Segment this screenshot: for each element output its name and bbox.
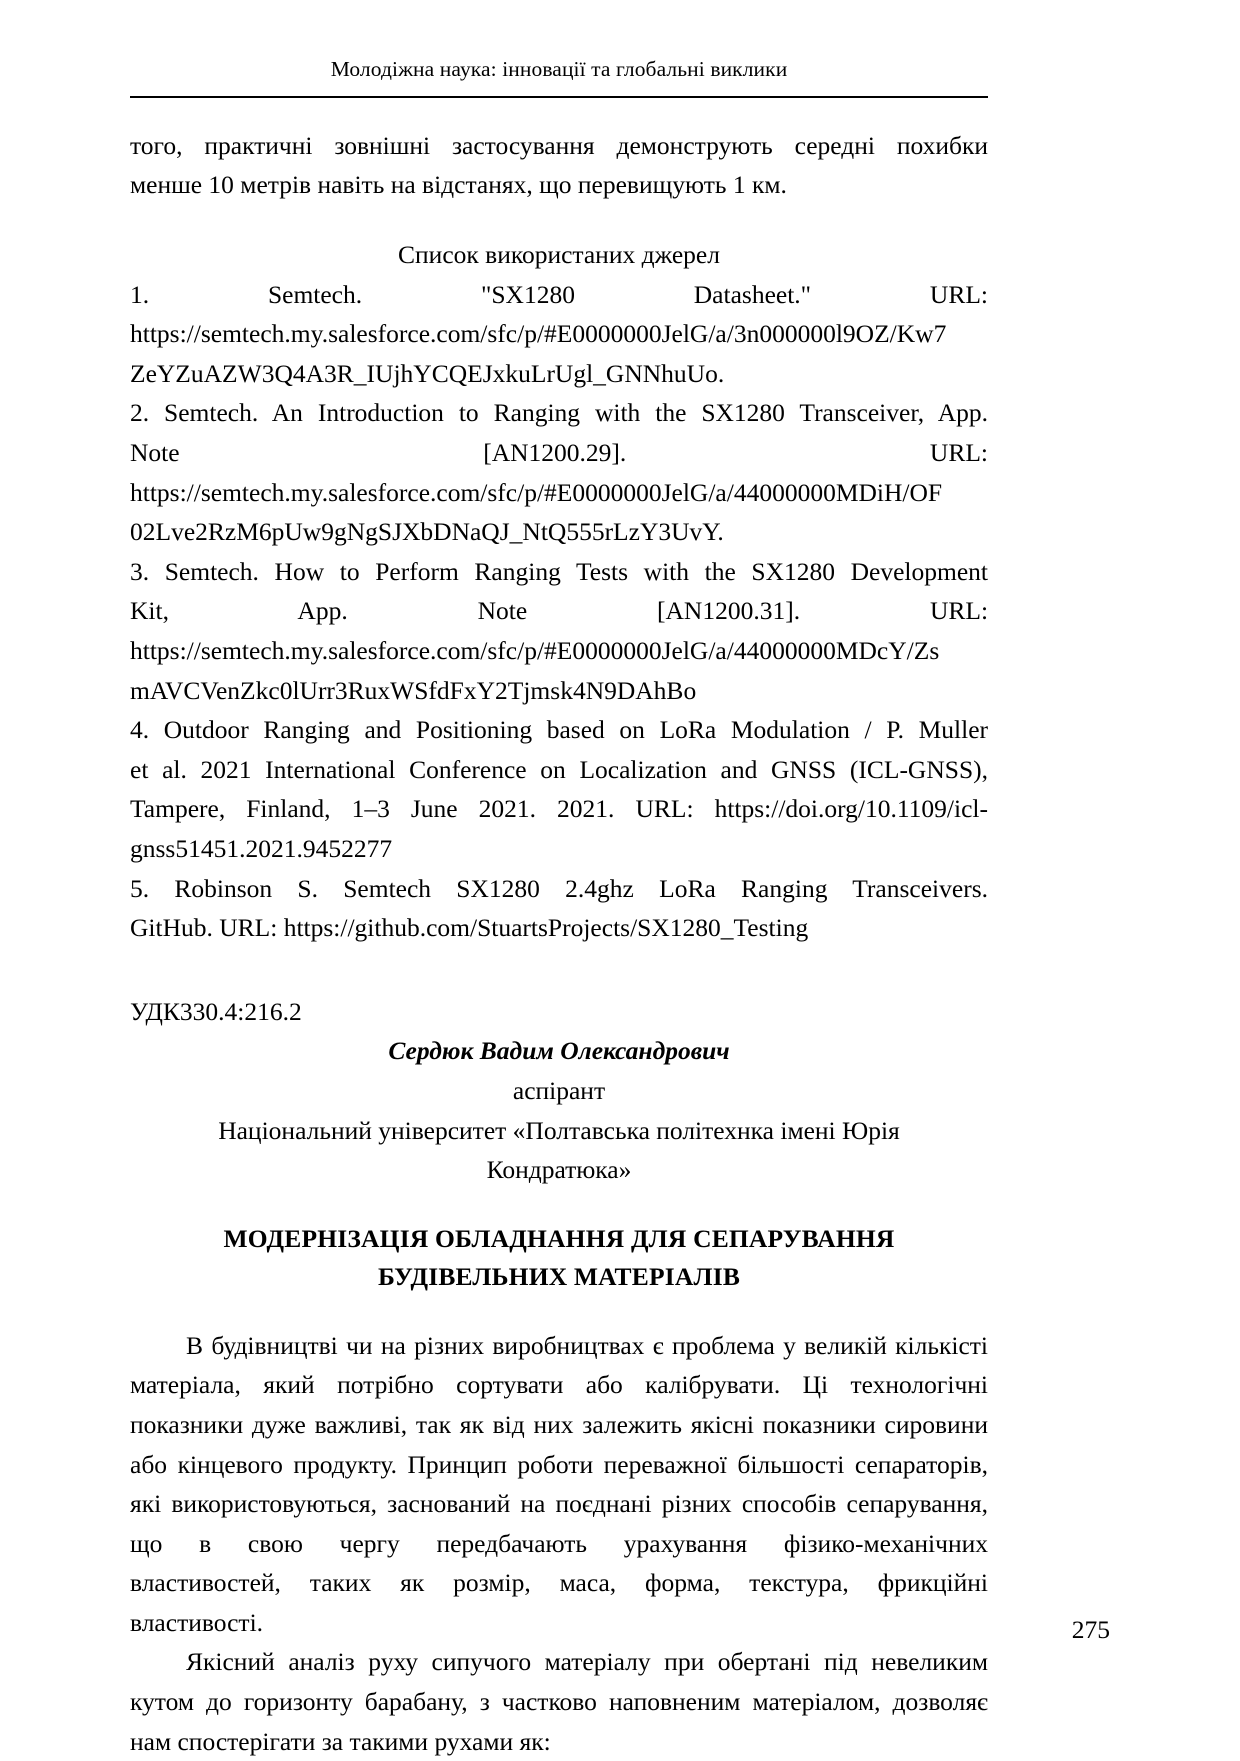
- udk-code: УДК330.4:216.2: [130, 996, 302, 1026]
- body-p2-line-1: Якісний аналіз руху сипучого матеріалу при обертані під невеликим: [186, 1647, 988, 1677]
- affiliation-line-1: Національний університет «Полтавська політехнка імені Юрія: [218, 1115, 900, 1145]
- affiliation-line-2: Кондратюка»: [486, 1155, 632, 1185]
- continued-paragraph: [130, 126, 988, 205]
- body-p1-line-2: матеріала, який потрібно сортувати або калібрувати. Ці технологічні: [130, 1370, 988, 1400]
- reference-1-url-line-2: ZeYZuAZW3Q4A3R_IUjhYCQEJxkuLrUgl_GNNhuUo.: [130, 358, 725, 388]
- page-number: 275: [1071, 1614, 1110, 1644]
- spacer-before-references: [130, 205, 988, 235]
- article-title-line-2: БУДІВЕЛЬНИХ МАТЕРІАЛІВ: [377, 1261, 741, 1291]
- body-p2-line-3: нам спостерігати за такими рухами як:: [130, 1726, 551, 1756]
- body-p1-line-3: показники дуже важливі, так як від них залежить якісні показники сировини: [130, 1409, 988, 1439]
- body-p1-line-6: що в свою чергу передбачають урахування фізико-механічних: [130, 1528, 988, 1558]
- reference-2-line-1: 2. Semtech. An Introduction to Ranging with the SX1280 Transceiver, App.: [130, 398, 988, 428]
- reference-2-url-line-2: 02Lve2RzM6pUw9gNgSJXbDNaQJ_NtQ555rLzY3UvY.: [130, 517, 724, 547]
- reference-3-note-number: [AN1200.31].: [657, 596, 801, 626]
- body-p1-line-5: які використовуються, заснований на поєднані різних способів сепарування,: [130, 1489, 988, 1519]
- reference-5-line-1: 5. Robinson S. Semtech SX1280 2.4ghz LoRa Ranging Transceivers.: [130, 873, 988, 903]
- article-title-line-1: МОДЕРНІЗАЦІЯ ОБЛАДНАННЯ ДЛЯ СЕПАРУВАННЯ: [223, 1223, 895, 1253]
- spacer-before-title: [130, 1190, 988, 1220]
- reference-3-kit-label: Kit,: [130, 596, 169, 626]
- reference-2-url-line-1: https://semtech.my.salesforce.com/sfc/p/#E0000000JelG/a/44000000MDiH/OF: [130, 477, 943, 507]
- author-name: Сердюк Вадим Олександрович: [388, 1036, 730, 1066]
- reference-4-line-1: 4. Outdoor Ranging and Positioning based on LoRa Modulation / P. Muller: [130, 715, 988, 745]
- continued-paragraph-line-2: менше 10 метрів навіть на відстанях, що перевищують 1 км.: [130, 170, 787, 200]
- author-position: аспірант: [512, 1075, 606, 1105]
- reference-1-title-part-2: Datasheet.": [693, 279, 812, 309]
- reference-4-line-3: Tampere, Finland, 1–3 June 2021. 2021. URL: https://doi.org/10.1109/icl-: [130, 794, 988, 824]
- body-p2-line-2: кутом до горизонту барабану, з частково наповненим матеріалом, дозволяє: [130, 1687, 988, 1717]
- references-heading: Список використаних джерел: [398, 240, 720, 270]
- reference-1-url-line-1: https://semtech.my.salesforce.com/sfc/p/#E0000000JelG/a/3n000000l9OZ/Kw7: [130, 319, 947, 349]
- reference-item-1: [130, 275, 988, 394]
- continued-paragraph-line-1: того, практичні зовнішні застосування демонструють середні похибки: [130, 130, 988, 160]
- reference-3-note-label: Note: [477, 596, 528, 626]
- reference-1-title-part-1: "SX1280: [480, 279, 575, 309]
- body-paragraph-1: [130, 1326, 988, 1643]
- body-p1-line-7: властивостей, таких як розмір, маса, форма, текстура, фрикційні: [130, 1568, 988, 1598]
- reference-4-line-2: et al. 2021 International Conference on Localization and GNSS (ICL-GNSS),: [130, 754, 988, 784]
- reference-3-line-1: 3. Semtech. How to Perform Ranging Tests with the SX1280 Development: [130, 556, 988, 586]
- reference-3-app-label: App.: [297, 596, 348, 626]
- body-paragraph-2: [130, 1642, 988, 1761]
- reference-2-note-number: [AN1200.29].: [483, 438, 627, 468]
- body-p1-line-8: властивості.: [130, 1607, 264, 1637]
- body-p1-line-1: В будівництві чи на різних виробництвах є проблема у великій кількісті: [186, 1330, 988, 1360]
- reference-3-url-line-2: mAVCVenZkc0lUrr3RuxWSfdFxY2Tjmsk4N9DAhBo: [130, 675, 697, 705]
- running-head: Молодіжна наука: інновації та глобальні виклики: [330, 57, 788, 81]
- reference-item-3: [130, 552, 988, 710]
- reference-3-url-label: URL:: [929, 596, 989, 626]
- reference-3-line-2: [130, 591, 988, 631]
- article-title: [130, 1220, 988, 1296]
- reference-1-author: 1. Semtech.: [130, 279, 363, 309]
- reference-2-line-2: [130, 433, 988, 473]
- reference-item-4: [130, 710, 988, 868]
- reference-item-5: [130, 869, 988, 948]
- body-p1-line-4: або кінцевого продукту. Принцип роботи переважної більшості сепараторів,: [130, 1449, 988, 1479]
- reference-4-line-4: gnss51451.2021.9452277: [130, 833, 393, 863]
- reference-2-url-label: URL:: [929, 438, 988, 468]
- page-content-column: [130, 0, 988, 1761]
- spacer-before-udk: [130, 948, 988, 992]
- reference-3-url-line-1: https://semtech.my.salesforce.com/sfc/p/#E0000000JelG/a/44000000MDcY/Zs: [130, 636, 940, 665]
- running-head-rule: [130, 96, 988, 98]
- reference-1-line-1: [130, 275, 988, 315]
- reference-2-note-label: Note: [130, 438, 180, 468]
- reference-item-2: [130, 393, 988, 551]
- reference-1-url-label: URL:: [929, 279, 988, 309]
- spacer-before-body: [130, 1296, 988, 1326]
- reference-5-line-2: GitHub. URL: https://github.com/StuartsProjects/SX1280_Testing: [130, 913, 809, 943]
